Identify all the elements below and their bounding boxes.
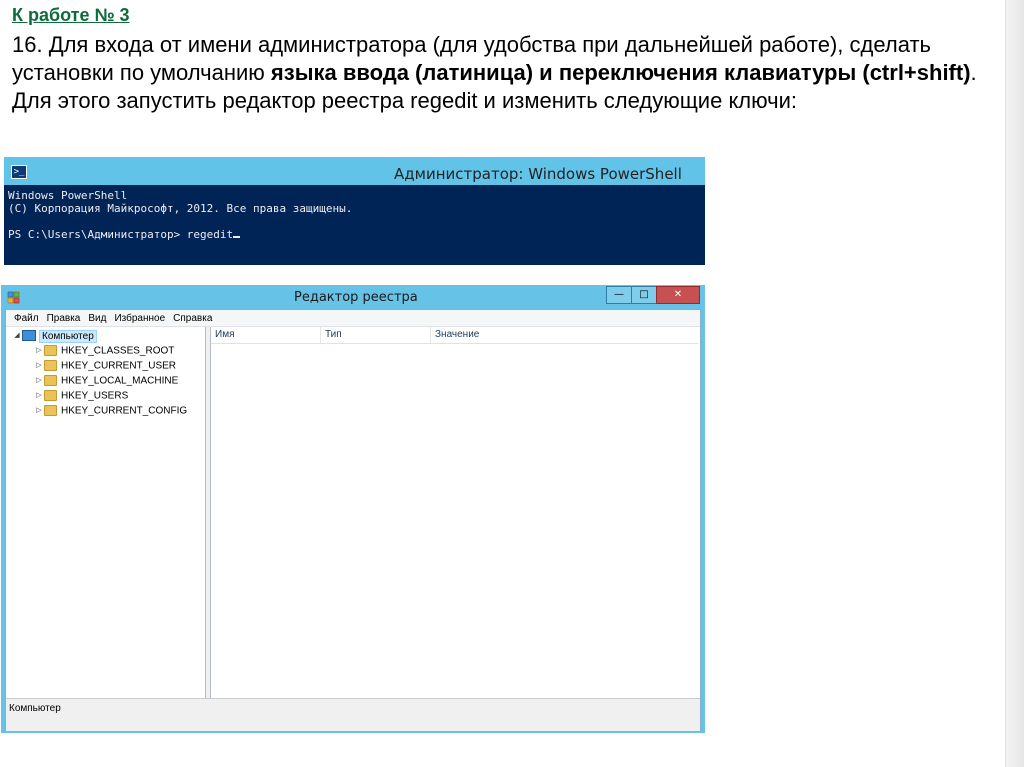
minimize-button[interactable]: — — [606, 286, 632, 304]
tree-item-hkey-users[interactable] — [34, 389, 128, 403]
expand-arrow-icon[interactable]: ▷ — [36, 407, 42, 414]
expand-arrow-icon[interactable]: ▷ — [36, 377, 42, 384]
tree-item-label[interactable]: HKEY_LOCAL_MACHINE — [61, 375, 179, 387]
tree-root[interactable] — [12, 329, 97, 343]
folder-icon — [44, 375, 57, 386]
console-line: (C) Корпорация Майкрософт, 2012. Все права защищены. — [8, 202, 353, 215]
paragraph-text-1: 16. Для входа от имени администратора (для удобства при дальнейшей работе), сделать установки по умолчанию — [12, 32, 931, 85]
folder-icon — [44, 390, 57, 401]
menu-view[interactable]: Вид — [88, 313, 107, 324]
tree-item-label[interactable]: HKEY_CURRENT_USER — [61, 360, 177, 372]
console-prompt-line — [8, 228, 701, 241]
paragraph-text-2: . Для этого запустить редактор реестра regedit и изменить следующие ключи: — [12, 60, 977, 113]
regedit-titlebar[interactable] — [1, 285, 705, 309]
console-line: Windows PowerShell — [8, 189, 128, 202]
console-command: PS C:\Users\Администратор> regedit — [8, 228, 234, 241]
console-line — [8, 215, 701, 228]
menu-bar — [6, 310, 700, 327]
tree-item-hkey-current-user[interactable] — [34, 359, 176, 373]
slide-paragraph — [12, 31, 1012, 115]
folder-icon — [44, 345, 57, 356]
menu-file[interactable]: Файл — [14, 313, 39, 324]
powershell-title: Администратор: Windows PowerShell — [394, 165, 682, 183]
maximize-button[interactable]: □ — [631, 286, 657, 304]
folder-icon — [44, 360, 57, 371]
tree-item-label[interactable]: HKEY_CLASSES_ROOT — [61, 345, 175, 357]
powershell-titlebar[interactable] — [4, 157, 705, 185]
regedit-icon[interactable] — [7, 290, 21, 304]
tree-item-hkey-classes-root[interactable] — [34, 344, 174, 358]
powershell-console[interactable] — [4, 185, 705, 245]
tree-item-label[interactable]: HKEY_USERS — [61, 390, 129, 402]
text-cursor — [233, 236, 240, 238]
slide-heading: К работе № 3 — [12, 5, 130, 25]
folder-icon — [44, 405, 57, 416]
tree-item-label[interactable]: HKEY_CURRENT_CONFIG — [61, 405, 188, 417]
list-header — [211, 327, 698, 344]
tree-item-hkey-current-config[interactable] — [34, 404, 187, 418]
menu-help[interactable]: Справка — [173, 313, 213, 324]
computer-icon — [22, 330, 36, 341]
paragraph-bold-text: языка ввода (латиница) и переключения клавиатуры (ctrl+shift) — [270, 60, 971, 85]
values-list[interactable] — [211, 327, 698, 698]
expand-arrow-icon[interactable]: ▷ — [36, 392, 42, 399]
regedit-title: Редактор реестра — [294, 290, 418, 305]
column-header-name[interactable]: Имя — [211, 327, 321, 343]
powershell-icon[interactable]: >_ — [11, 165, 27, 179]
column-header-value[interactable]: Значение — [435, 329, 480, 340]
close-button[interactable]: ✕ — [656, 286, 700, 304]
page-edge — [1005, 0, 1024, 767]
registry-tree[interactable] — [6, 327, 206, 698]
tree-root-label[interactable]: Компьютер — [39, 330, 97, 343]
regedit-client — [5, 309, 701, 731]
expand-arrow-icon[interactable]: ▷ — [36, 347, 42, 354]
collapse-arrow-icon[interactable]: ◢ — [14, 332, 20, 339]
status-path: Компьютер — [9, 703, 61, 714]
menu-edit[interactable]: Правка — [46, 313, 81, 324]
tree-item-hkey-local-machine[interactable] — [34, 374, 178, 388]
regedit-window[interactable] — [1, 285, 705, 733]
expand-arrow-icon[interactable]: ▷ — [36, 362, 42, 369]
status-bar — [6, 698, 700, 731]
column-header-type[interactable]: Тип — [321, 327, 431, 343]
powershell-window[interactable] — [4, 157, 705, 265]
menu-favorites[interactable]: Избранное — [114, 313, 166, 324]
